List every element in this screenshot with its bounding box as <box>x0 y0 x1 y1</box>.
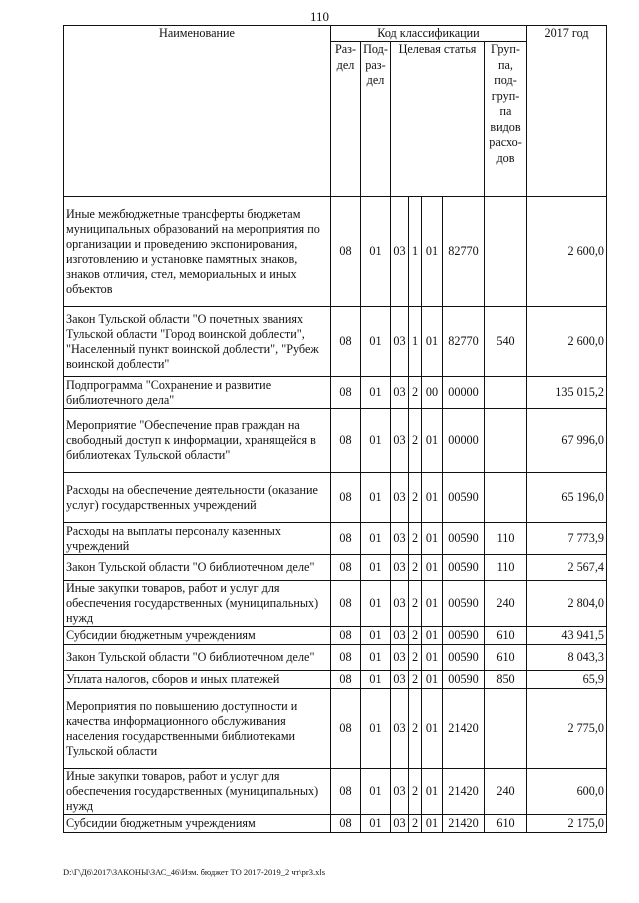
row-expense-group: 240 <box>485 769 527 815</box>
row-subsection: 01 <box>361 645 391 671</box>
row-section: 08 <box>331 473 361 523</box>
table-body <box>64 197 607 833</box>
row-subsection: 01 <box>361 769 391 815</box>
row-subsection: 01 <box>361 627 391 645</box>
row-target-program: 03 <box>391 645 409 671</box>
row-target-event: 01 <box>422 769 443 815</box>
row-name: Мероприятие "Обеспечение прав граждан на свободный доступ к информации, хранящейся в библиотеках Тульской области" <box>64 409 331 473</box>
row-target-event: 01 <box>422 627 443 645</box>
row-target-event: 01 <box>422 197 443 307</box>
row-expense-group: 610 <box>485 645 527 671</box>
row-target-subprogram: 2 <box>409 555 422 581</box>
row-section: 08 <box>331 409 361 473</box>
row-amount: 2 567,4 <box>527 555 607 581</box>
row-amount: 7 773,9 <box>527 523 607 555</box>
page-number: 110 <box>309 9 330 24</box>
row-target-direction: 00590 <box>443 473 485 523</box>
row-target-subprogram: 1 <box>409 307 422 377</box>
row-subsection: 01 <box>361 581 391 627</box>
row-name: Закон Тульской области "О библиотечном деле" <box>64 645 331 671</box>
row-target-direction: 00590 <box>443 523 485 555</box>
row-subsection: 01 <box>361 377 391 409</box>
row-subsection: 01 <box>361 197 391 307</box>
row-target-event: 01 <box>422 307 443 377</box>
row-target-subprogram: 2 <box>409 473 422 523</box>
budget-table <box>63 25 607 833</box>
row-name: Иные закупки товаров, работ и услуг для обеспечения государственных (муниципальных) нужд <box>64 769 331 815</box>
row-amount: 2 600,0 <box>527 197 607 307</box>
row-section: 08 <box>331 197 361 307</box>
header-group: Груп- па, под- груп- па видов расхо- дов <box>485 42 527 197</box>
row-target-event: 01 <box>422 555 443 581</box>
row-subsection: 01 <box>361 815 391 833</box>
row-expense-group: 110 <box>485 523 527 555</box>
table-row <box>64 627 607 645</box>
row-target-program: 03 <box>391 307 409 377</box>
row-target-subprogram: 2 <box>409 581 422 627</box>
row-subsection: 01 <box>361 689 391 769</box>
row-name: Подпрограмма "Сохранение и развитие библиотечного дела" <box>64 377 331 409</box>
row-target-program: 03 <box>391 769 409 815</box>
table-row <box>64 769 607 815</box>
row-subsection: 01 <box>361 307 391 377</box>
row-target-program: 03 <box>391 671 409 689</box>
row-target-program: 03 <box>391 523 409 555</box>
row-amount: 600,0 <box>527 769 607 815</box>
row-section: 08 <box>331 769 361 815</box>
row-name: Закон Тульской области "О библиотечном деле" <box>64 555 331 581</box>
table-row <box>64 581 607 627</box>
row-expense-group <box>485 689 527 769</box>
row-target-event: 01 <box>422 689 443 769</box>
row-name: Субсидии бюджетным учреждениям <box>64 815 331 833</box>
row-section: 08 <box>331 645 361 671</box>
table-row <box>64 409 607 473</box>
row-target-subprogram: 2 <box>409 671 422 689</box>
row-target-event: 00 <box>422 377 443 409</box>
row-target-direction: 00590 <box>443 645 485 671</box>
row-target-subprogram: 2 <box>409 689 422 769</box>
row-target-direction: 82770 <box>443 197 485 307</box>
row-target-subprogram: 1 <box>409 197 422 307</box>
row-target-direction: 00590 <box>443 627 485 645</box>
row-section: 08 <box>331 307 361 377</box>
row-subsection: 01 <box>361 555 391 581</box>
table-row <box>64 645 607 671</box>
row-target-direction: 21420 <box>443 689 485 769</box>
row-target-program: 03 <box>391 473 409 523</box>
table-row <box>64 555 607 581</box>
row-expense-group <box>485 197 527 307</box>
row-expense-group: 610 <box>485 815 527 833</box>
table-row <box>64 197 607 307</box>
row-expense-group: 610 <box>485 627 527 645</box>
table-row <box>64 815 607 833</box>
row-amount: 2 175,0 <box>527 815 607 833</box>
table-row <box>64 307 607 377</box>
row-name: Иные закупки товаров, работ и услуг для обеспечения государственных (муниципальных) нужд <box>64 581 331 627</box>
row-section: 08 <box>331 581 361 627</box>
row-amount: 135 015,2 <box>527 377 607 409</box>
row-section: 08 <box>331 689 361 769</box>
row-target-direction: 00590 <box>443 671 485 689</box>
header-classification: Код классификации <box>331 26 527 42</box>
row-section: 08 <box>331 671 361 689</box>
header-year: 2017 год <box>527 26 607 197</box>
row-target-program: 03 <box>391 555 409 581</box>
row-amount: 2 775,0 <box>527 689 607 769</box>
row-name: Субсидии бюджетным учреждениям <box>64 627 331 645</box>
row-expense-group: 240 <box>485 581 527 627</box>
row-target-direction: 00590 <box>443 555 485 581</box>
row-section: 08 <box>331 815 361 833</box>
row-target-subprogram: 2 <box>409 645 422 671</box>
row-target-direction: 21420 <box>443 769 485 815</box>
row-expense-group: 110 <box>485 555 527 581</box>
header-target: Целевая статья <box>391 42 485 197</box>
row-target-event: 01 <box>422 815 443 833</box>
row-amount: 65,9 <box>527 671 607 689</box>
row-target-subprogram: 2 <box>409 377 422 409</box>
row-section: 08 <box>331 555 361 581</box>
row-section: 08 <box>331 377 361 409</box>
row-amount: 67 996,0 <box>527 409 607 473</box>
table-row <box>64 473 607 523</box>
row-amount: 43 941,5 <box>527 627 607 645</box>
row-amount: 2 804,0 <box>527 581 607 627</box>
header-subsection: Под- раз- дел <box>361 42 391 197</box>
row-target-subprogram: 2 <box>409 815 422 833</box>
row-target-subprogram: 2 <box>409 769 422 815</box>
row-expense-group <box>485 377 527 409</box>
row-target-direction: 00000 <box>443 409 485 473</box>
row-name: Закон Тульской области "О почетных званиях Тульской области "Город воинской доблести", "Населенный пункт воинской доблести", "Рубеж воинской доблести" <box>64 307 331 377</box>
row-target-program: 03 <box>391 815 409 833</box>
row-expense-group <box>485 409 527 473</box>
row-target-direction: 00590 <box>443 581 485 627</box>
table-row <box>64 377 607 409</box>
row-name: Расходы на обеспечение деятельности (оказание услуг) государственных учреждений <box>64 473 331 523</box>
header-section: Раз- дел <box>331 42 361 197</box>
row-target-subprogram: 2 <box>409 627 422 645</box>
row-subsection: 01 <box>361 473 391 523</box>
row-section: 08 <box>331 627 361 645</box>
row-amount: 65 196,0 <box>527 473 607 523</box>
row-name: Иные межбюджетные трансферты бюджетам муниципальных образований на мероприятия по организации и проведению экспонирования, изготовлению и установке памятных знаков, знаков отличия, стел, мемориальных и иных объектов <box>64 197 331 307</box>
row-target-program: 03 <box>391 627 409 645</box>
row-expense-group: 850 <box>485 671 527 689</box>
row-target-program: 03 <box>391 689 409 769</box>
row-target-subprogram: 2 <box>409 523 422 555</box>
table-row <box>64 689 607 769</box>
row-target-event: 01 <box>422 523 443 555</box>
row-target-program: 03 <box>391 197 409 307</box>
row-expense-group <box>485 473 527 523</box>
row-target-event: 01 <box>422 409 443 473</box>
row-target-event: 01 <box>422 581 443 627</box>
row-amount: 2 600,0 <box>527 307 607 377</box>
header-name: Наименование <box>64 26 331 197</box>
row-target-program: 03 <box>391 377 409 409</box>
row-target-direction: 00000 <box>443 377 485 409</box>
row-subsection: 01 <box>361 523 391 555</box>
footer-file-path: D:\Г\Д6\2017\ЗАКОНЫ\ЗАС_46\Изм. бюджет ТО 2017-2019_2 чт\pr3.xls <box>63 867 326 877</box>
row-name: Мероприятия по повышению доступности и качества информационного обслуживания населения государственными библиотеками Тульской области <box>64 689 331 769</box>
row-name: Уплата налогов, сборов и иных платежей <box>64 671 331 689</box>
row-target-event: 01 <box>422 645 443 671</box>
row-target-subprogram: 2 <box>409 409 422 473</box>
row-name: Расходы на выплаты персоналу казенных учреждений <box>64 523 331 555</box>
row-target-program: 03 <box>391 409 409 473</box>
row-target-direction: 21420 <box>443 815 485 833</box>
row-section: 08 <box>331 523 361 555</box>
table-row <box>64 523 607 555</box>
header-row-1 <box>64 26 607 42</box>
row-expense-group: 540 <box>485 307 527 377</box>
row-subsection: 01 <box>361 671 391 689</box>
row-amount: 8 043,3 <box>527 645 607 671</box>
row-target-event: 01 <box>422 671 443 689</box>
row-subsection: 01 <box>361 409 391 473</box>
table-row <box>64 671 607 689</box>
row-target-event: 01 <box>422 473 443 523</box>
row-target-direction: 82770 <box>443 307 485 377</box>
row-target-program: 03 <box>391 581 409 627</box>
